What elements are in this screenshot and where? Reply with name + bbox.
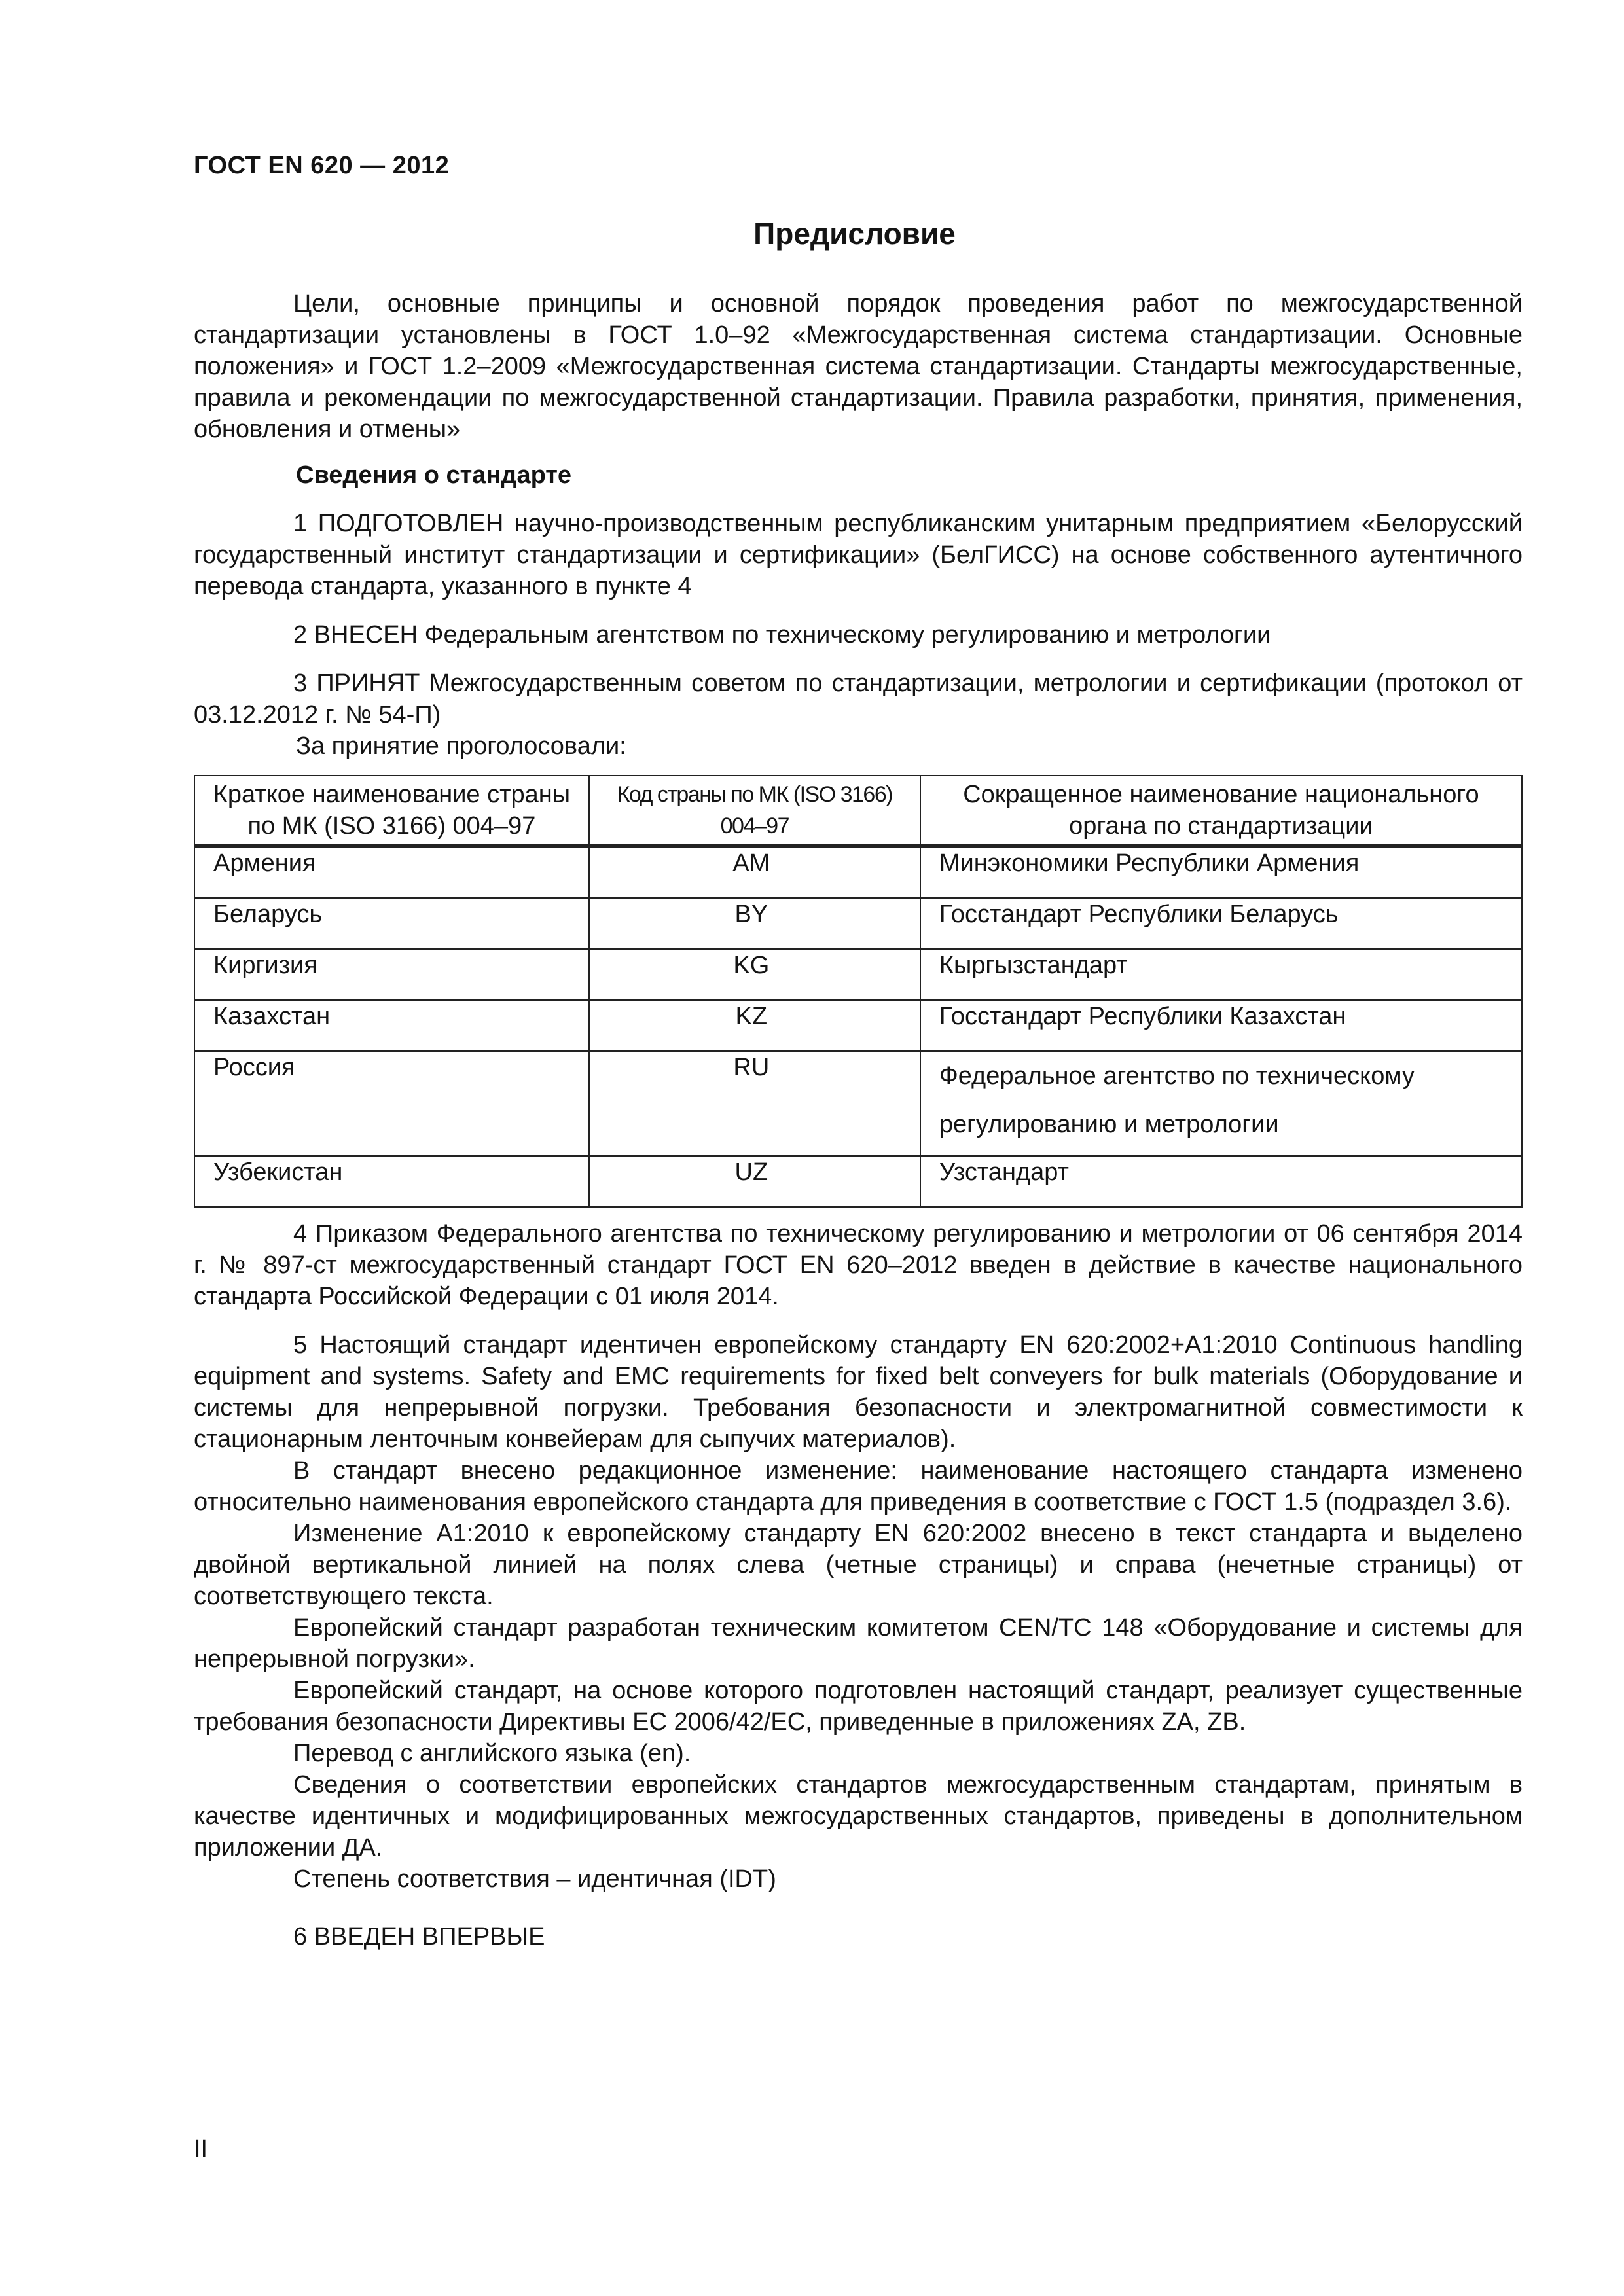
table-row [194,846,1522,899]
country-cell: Киргизия [194,949,589,1000]
item-5-conformity-degree: Степень соответствия – идентичная (IDT) [293,1865,776,1893]
table-row [194,1156,1522,1207]
item-1-paragraph: 1 ПОДГОТОВЛЕН научно-производственным республиканским унитарным предприятием «Белорусский государственный институт стандартизации и сертификации» (БелГИСС) на основе собственного аутентичного перевода стандарта, указанного в пункте 4 [194,510,1523,600]
header-country-name: Краткое наименование страны по МК (ISO 3166) 004–97 [194,776,589,846]
body-cell: Узстандарт [920,1156,1522,1207]
body-cell: Госстандарт Республики Казахстан [920,1000,1522,1051]
table-row [194,949,1522,1000]
subheading: Сведения о стандарте [296,461,572,489]
table-row [194,898,1522,949]
country-cell: Беларусь [194,898,589,949]
header-standards-body: Сокращенное наименование национального органа по стандартизации [920,776,1522,846]
vote-intro: За принятие проголосовали: [296,732,626,760]
preface-body [194,288,1523,1952]
section-title: Предисловие [753,217,956,251]
item-3-paragraph: 3 ПРИНЯТ Межгосударственным советом по стандартизации, метрологии и сертификации (протокол от 03.12.2012 г. № 54-П) [194,670,1523,728]
document-header: ГОСТ EN 620 — 2012 [194,152,450,179]
item-6-paragraph: 6 ВВЕДЕН ВПЕРВЫЕ [293,1923,545,1950]
code-cell: UZ [589,1156,920,1207]
code-cell: BY [589,898,920,949]
item-5-directive-note: Европейский стандарт, на основе которого подготовлен настоящий стандарт, реализует существенные требования безопасности Директивы ЕС 2006/42/ЕС, приведенные в приложениях ZA, ZB. [194,1677,1523,1736]
item-5-committee-note: Европейский стандарт разработан техническим комитетом CEN/TC 148 «Оборудование и системы для непрерывной погрузки». [194,1614,1523,1673]
table-header-row [194,776,1522,846]
country-cell: Казахстан [194,1000,589,1051]
item-5-amendment-note: Изменение A1:2010 к европейскому стандарту EN 620:2002 внесено в текст стандарта и выделено двойной вертикальной линией на полях слева (четные страницы) и справа (нечетные страницы) от соответствующего текста. [194,1520,1523,1610]
item-5-editorial-change: В стандарт внесено редакционное изменение: наименование настоящего стандарта изменено относительно наименования европейского стандарта для приведения в соответствие с ГОСТ 1.5 (подраздел 3.6). [194,1457,1523,1516]
body-cell: Минэкономики Республики Армения [920,846,1522,899]
header-country-code: Код страны по МК (ISO 3166) 004–97 [589,776,920,846]
country-cell: Узбекистан [194,1156,589,1207]
body-cell: Госстандарт Республики Беларусь [920,898,1522,949]
country-cell: Армения [194,846,589,899]
code-cell: KG [589,949,920,1000]
body-cell: Федеральное агентство по техническому регулированию и метрологии [920,1051,1522,1156]
item-4-paragraph: 4 Приказом Федерального агентства по техническому регулированию и метрологии от 06 сентября 2014 г. № 897-ст межгосударственный стандарт ГОСТ EN 620–2012 введен в действие в качестве национального стандарта Российской Федерации с 01 июля 2014. [194,1220,1523,1310]
item-5-translation-note: Перевод с английского языка (en). [293,1740,691,1767]
body-cell: Кыргызстандарт [920,949,1522,1000]
item-2-paragraph: 2 ВНЕСЕН Федеральным агентством по техническому регулированию и метрологии [293,621,1271,649]
code-cell: KZ [589,1000,920,1051]
item-5-paragraph: 5 Настоящий стандарт идентичен европейскому стандарту EN 620:2002+A1:2010 Continuous handling equipment and systems. Safety and EMC requirements for fixed belt conveyers for bulk materials (Оборудование и системы для непрерывной погрузки. Требования безопасности и электромагнитной совместимости к стационарным ленточным конвейерам для сыпучих материалов). [194,1331,1523,1453]
intro-paragraph: Цели, основные принципы и основной порядок проведения работ по межгосударственной стандартизации установлены в ГОСТ 1.0–92 «Межгосударственная система стандартизации. Основные положения» и ГОСТ 1.2–2009 «Межгосударственная система стандартизации. Стандарты межгосударственные, правила и рекомендации по межгосударственной стандартизации. Правила разработки, принятия, применения, обновления и отмены» [194,290,1523,443]
page-number: II [194,2135,208,2162]
item-5-correspondence-note: Сведения о соответствии европейских стандартов межгосударственным стандартам, принятым в качестве идентичных и модифицированных межгосударственных стандартов, приведены в дополнительном приложении ДА. [194,1771,1523,1861]
table-row [194,1051,1522,1156]
code-cell: AM [589,846,920,899]
table-row [194,1000,1522,1051]
code-cell: RU [589,1051,920,1156]
country-cell: Россия [194,1051,589,1156]
voting-table [194,775,1523,1208]
